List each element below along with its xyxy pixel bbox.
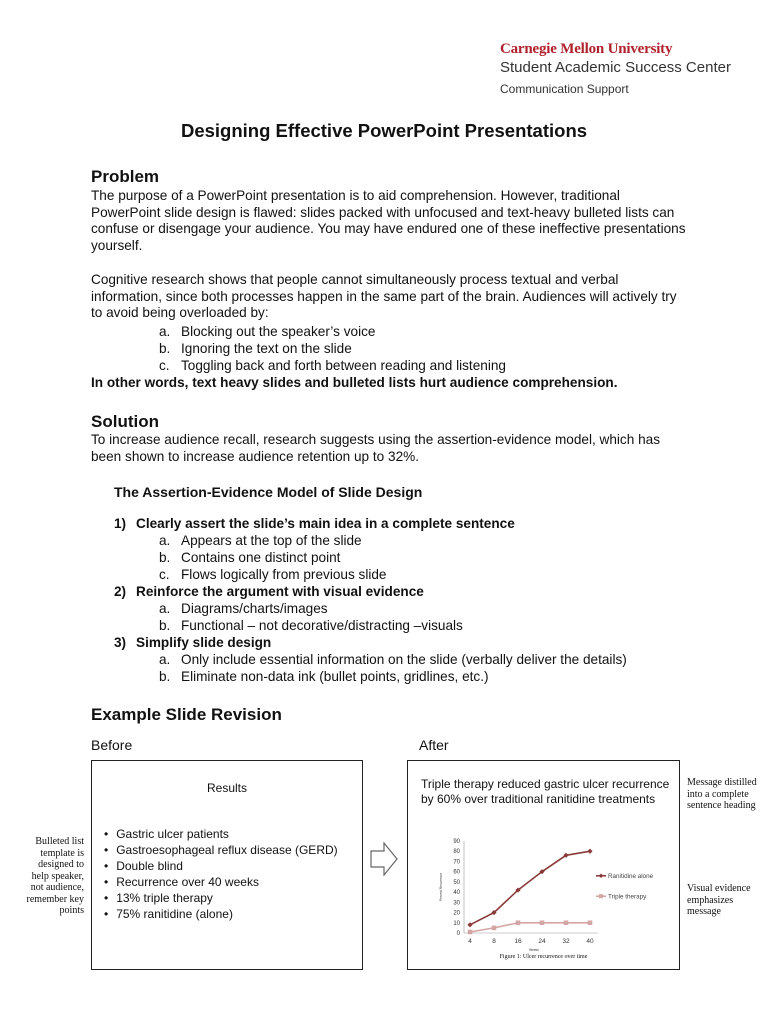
after-slide-title: Triple therapy reduced gastric ulcer recurrence by 60% over traditional ranitidine treatments bbox=[421, 777, 670, 806]
list-text: Diagrams/charts/images bbox=[181, 601, 328, 616]
list-item: • Double blind bbox=[104, 858, 338, 874]
list-text: Functional – not decorative/distracting –visuals bbox=[181, 618, 463, 633]
after-label: After bbox=[419, 737, 449, 753]
x-tick-label: 24 bbox=[538, 938, 546, 945]
step-3 bbox=[114, 634, 272, 651]
list-item bbox=[159, 532, 362, 549]
step-marker: 2) bbox=[114, 584, 127, 599]
y-tick-label: 30 bbox=[453, 900, 460, 907]
data-point bbox=[540, 920, 545, 925]
x-axis-label: Weeks bbox=[529, 948, 539, 952]
note-visual: Visual evidence emphasizes message bbox=[687, 883, 751, 917]
list-text: Contains one distinct point bbox=[181, 550, 341, 565]
problem-text-2: Cognitive research shows that people cannot simultaneously process textual and verbal information, since both processes happen in the same part of the brain. Audiences will actively try to avoid being overloaded by: bbox=[91, 272, 677, 321]
list-marker: b. bbox=[159, 618, 171, 633]
list-item bbox=[159, 566, 387, 583]
list-item: • 75% ranitidine (alone) bbox=[104, 906, 338, 922]
list-marker: a. bbox=[159, 533, 171, 548]
model-heading: The Assertion-Evidence Model of Slide Design bbox=[114, 484, 423, 500]
y-tick-label: 10 bbox=[453, 920, 460, 927]
university-logo-text: Carnegie Mellon University bbox=[500, 41, 673, 57]
y-tick-label: 80 bbox=[453, 849, 460, 856]
after-slide bbox=[407, 760, 680, 970]
solution-heading: Solution bbox=[91, 412, 159, 431]
list-marker: c. bbox=[159, 567, 170, 582]
data-point bbox=[492, 926, 497, 931]
data-point bbox=[516, 920, 521, 925]
x-tick-label: 32 bbox=[562, 938, 570, 945]
list-text: Eliminate non-data ink (bullet points, gridlines, etc.) bbox=[181, 669, 489, 684]
note-message: Message distilled into a complete sentence heading bbox=[687, 777, 757, 811]
x-tick-label: 16 bbox=[514, 938, 522, 945]
list-item: • 13% triple therapy bbox=[104, 890, 338, 906]
step-1 bbox=[114, 515, 515, 532]
list-item bbox=[159, 668, 489, 685]
list-text: Appears at the top of the slide bbox=[181, 533, 362, 548]
list-item bbox=[159, 340, 352, 357]
page-title: Designing Effective PowerPoint Presentations bbox=[180, 120, 588, 141]
list-item bbox=[159, 323, 376, 340]
legend-marker bbox=[599, 894, 603, 898]
problem-paragraph-2 bbox=[91, 272, 691, 322]
y-tick-label: 60 bbox=[453, 869, 460, 876]
right-arrow-icon bbox=[370, 842, 398, 876]
list-text: Blocking out the speaker’s voice bbox=[181, 324, 376, 339]
step-text: Clearly assert the slide’s main idea in a complete sentence bbox=[136, 516, 515, 531]
list-item bbox=[159, 600, 328, 617]
list-item: • Recurrence over 40 weeks bbox=[104, 874, 338, 890]
before-slide-bullets bbox=[104, 826, 338, 922]
before-label: Before bbox=[91, 737, 133, 753]
y-tick-label: 90 bbox=[453, 839, 460, 845]
step-2 bbox=[114, 583, 424, 600]
y-tick-label: 40 bbox=[453, 890, 460, 897]
data-point bbox=[564, 920, 569, 925]
list-item bbox=[159, 651, 627, 668]
problem-paragraph-1 bbox=[91, 188, 691, 255]
center-name: Student Academic Success Center bbox=[500, 59, 731, 76]
note-bulleted-list: Bulleted list template is designed to help speaker, not audience, remember key points bbox=[26, 836, 84, 916]
data-point bbox=[468, 930, 473, 935]
before-slide bbox=[91, 760, 363, 970]
list-item bbox=[159, 549, 341, 566]
list-item bbox=[159, 357, 506, 374]
before-slide-title: Results bbox=[206, 781, 247, 795]
list-text: Ignoring the text on the slide bbox=[181, 341, 352, 356]
step-text: Simplify slide design bbox=[136, 635, 272, 650]
data-point bbox=[587, 849, 592, 854]
list-item: • Gastroesophageal reflux disease (GERD) bbox=[104, 842, 338, 858]
y-axis-label: Percent Recurrence bbox=[439, 872, 443, 902]
example-heading: Example Slide Revision bbox=[91, 705, 282, 724]
y-tick-label: 50 bbox=[453, 879, 460, 886]
step-text: Reinforce the argument with visual evidence bbox=[136, 584, 424, 599]
problem-conclusion: In other words, text heavy slides and bulleted lists hurt audience comprehension. bbox=[91, 375, 618, 390]
list-item bbox=[159, 617, 463, 634]
solution-text: To increase audience recall, research suggests using the assertion-evidence model, which has been shown to increase audience retention up to 32%. bbox=[91, 432, 660, 464]
problem-text-1: The purpose of a PowerPoint presentation is to aid comprehension. However, traditional PowerPoint slide design is flawed: slides packed with unfocused and text-heavy bulleted lists can confuse or disengage your audience. You may have endured one of these ineffective presentations yourself. bbox=[91, 188, 686, 254]
list-text: Only include essential information on the slide (verbally deliver the details) bbox=[181, 652, 627, 667]
x-tick-label: 40 bbox=[586, 938, 594, 945]
y-tick-label: 70 bbox=[453, 859, 460, 866]
y-tick-label: 20 bbox=[453, 910, 460, 917]
x-tick-label: 4 bbox=[468, 938, 472, 945]
series-line bbox=[470, 851, 590, 925]
series-line bbox=[470, 923, 590, 932]
list-marker: b. bbox=[159, 550, 171, 565]
recurrence-chart bbox=[408, 831, 679, 961]
y-tick-label: 0 bbox=[456, 931, 460, 937]
list-marker: b. bbox=[159, 669, 171, 684]
list-marker: b. bbox=[159, 341, 171, 356]
unit-name: Communication Support bbox=[500, 82, 629, 96]
list-text: Toggling back and forth between reading and listening bbox=[181, 358, 506, 373]
step-marker: 1) bbox=[114, 516, 127, 531]
list-marker: a. bbox=[159, 652, 171, 667]
step-marker: 3) bbox=[114, 635, 127, 650]
chart-caption: Figure 1: Ulcer recurrence over time bbox=[499, 954, 588, 960]
list-marker: a. bbox=[159, 324, 171, 339]
legend-label: Triple therapy bbox=[608, 893, 647, 901]
legend-marker bbox=[599, 873, 604, 878]
list-text: Flows logically from previous slide bbox=[181, 567, 387, 582]
legend-label: Ranitidine alone bbox=[608, 872, 654, 880]
list-marker: a. bbox=[159, 601, 171, 616]
solution-paragraph bbox=[91, 432, 691, 465]
problem-heading: Problem bbox=[91, 167, 160, 186]
list-marker: c. bbox=[159, 358, 170, 373]
data-point bbox=[588, 920, 593, 925]
x-tick-label: 8 bbox=[492, 938, 496, 945]
list-item: • Gastric ulcer patients bbox=[104, 826, 338, 842]
